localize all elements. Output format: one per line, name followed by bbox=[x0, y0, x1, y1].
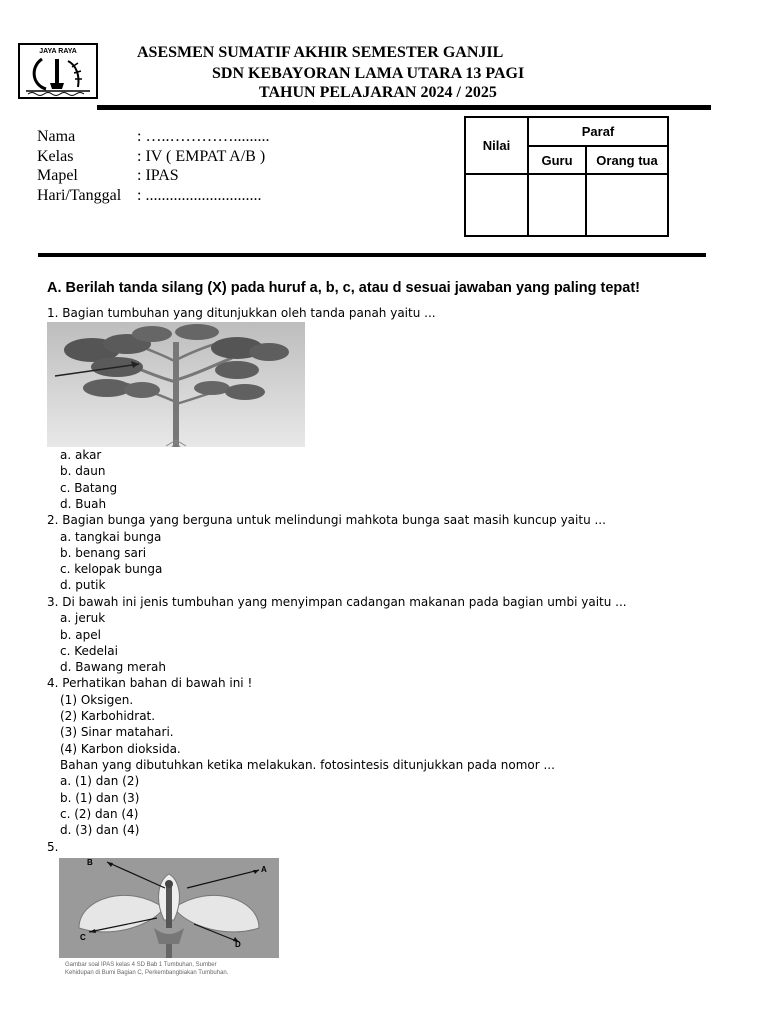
kelas-label: Kelas bbox=[37, 148, 74, 165]
q3-option-a: a. jeruk bbox=[60, 611, 106, 625]
header-year: TAHUN PELAJARAN 2024 / 2025 bbox=[259, 84, 497, 101]
q2-option-a: a. tangkai bunga bbox=[60, 530, 162, 544]
identity-rule bbox=[38, 253, 706, 257]
flower-label-d: D bbox=[235, 940, 241, 949]
q4-item-3: (3) Sinar matahari. bbox=[60, 725, 174, 739]
flower-label-c: C bbox=[80, 933, 86, 942]
jaya-raya-logo bbox=[18, 43, 98, 99]
q2-option-b: b. benang sari bbox=[60, 546, 147, 560]
kelas-value: : IV ( EMPAT A/B ) bbox=[137, 148, 266, 165]
q4-stem: 4. Perhatikan bahan di bawah ini ! bbox=[47, 676, 253, 690]
q4-prompt: Bahan yang dibutuhkan ketika melakukan. fotosintesis ditunjukkan pada nomor ... bbox=[60, 758, 555, 772]
section-a-instruction: A. Berilah tanda silang (X) pada huruf a, b, c, atau d sesuai jawaban yang paling tepat! bbox=[47, 280, 641, 296]
paraf-header: Paraf bbox=[528, 117, 668, 146]
score-table bbox=[464, 116, 669, 237]
hari-value: : ............................. bbox=[137, 187, 262, 204]
q4-item-2: (2) Karbohidrat. bbox=[60, 709, 156, 723]
q1-option-c: c. Batang bbox=[60, 481, 118, 495]
orang-tua-cell bbox=[586, 174, 668, 236]
q3-option-d: d. Bawang merah bbox=[60, 660, 167, 674]
q2-option-d: d. putik bbox=[60, 578, 106, 592]
flower-figure bbox=[59, 858, 279, 976]
q4-item-4: (4) Karbon dioksida. bbox=[60, 742, 181, 756]
hari-label: Hari/Tanggal bbox=[37, 187, 122, 204]
q4-option-d: d. (3) dan (4) bbox=[60, 823, 140, 837]
header-school: SDN KEBAYORAN LAMA UTARA 13 PAGI bbox=[212, 65, 525, 82]
q3-stem: 3. Di bawah ini jenis tumbuhan yang menyimpan cadangan makanan pada bagian umbi yaitu ... bbox=[47, 595, 627, 609]
q2-stem: 2. Bagian bunga yang berguna untuk melindungi mahkota bunga saat masih kuncup yaitu ... bbox=[47, 513, 606, 527]
header-rule bbox=[97, 105, 711, 110]
flower-label-a: A bbox=[261, 865, 267, 874]
plant-figure bbox=[47, 322, 305, 447]
q1-option-d: d. Buah bbox=[60, 497, 107, 511]
mapel-label: Mapel bbox=[37, 167, 78, 184]
mapel-value: : IPAS bbox=[137, 167, 179, 184]
nama-label: Nama bbox=[37, 128, 76, 145]
q1-option-b: b. daun bbox=[60, 464, 106, 478]
flower-caption-1: Gambar soal IPAS kelas 4 SD Bab 1 Tumbuhan, Sumber bbox=[65, 962, 217, 968]
q2-option-c: c. kelopak bunga bbox=[60, 562, 163, 576]
guru-cell bbox=[528, 174, 586, 236]
q4-item-1: (1) Oksigen. bbox=[60, 693, 134, 707]
header-title: ASESMEN SUMATIF AKHIR SEMESTER GANJIL bbox=[137, 44, 504, 61]
q1-option-a: a. akar bbox=[60, 448, 102, 462]
nama-value: : …..…………......... bbox=[137, 128, 270, 145]
orang-tua-header: Orang tua bbox=[586, 146, 668, 174]
flower-caption-2: Kehidupan di Bumi Bagian C, Perkembangbiakan Tumbuhan. bbox=[65, 970, 229, 976]
q3-option-b: b. apel bbox=[60, 628, 101, 642]
guru-header: Guru bbox=[528, 146, 586, 174]
q4-option-a: a. (1) dan (2) bbox=[60, 774, 140, 788]
nilai-cell bbox=[465, 174, 528, 236]
nilai-header: Nilai bbox=[465, 117, 528, 174]
flower-label-b: B bbox=[87, 858, 93, 867]
logo-text: JAYA RAYA bbox=[39, 48, 77, 55]
q5-stem: 5. bbox=[47, 840, 59, 854]
q3-option-c: c. Kedelai bbox=[60, 644, 118, 658]
q4-option-b: b. (1) dan (3) bbox=[60, 791, 140, 805]
q1-stem: 1. Bagian tumbuhan yang ditunjukkan oleh tanda panah yaitu ... bbox=[47, 306, 436, 320]
q4-option-c: c. (2) dan (4) bbox=[60, 807, 139, 821]
